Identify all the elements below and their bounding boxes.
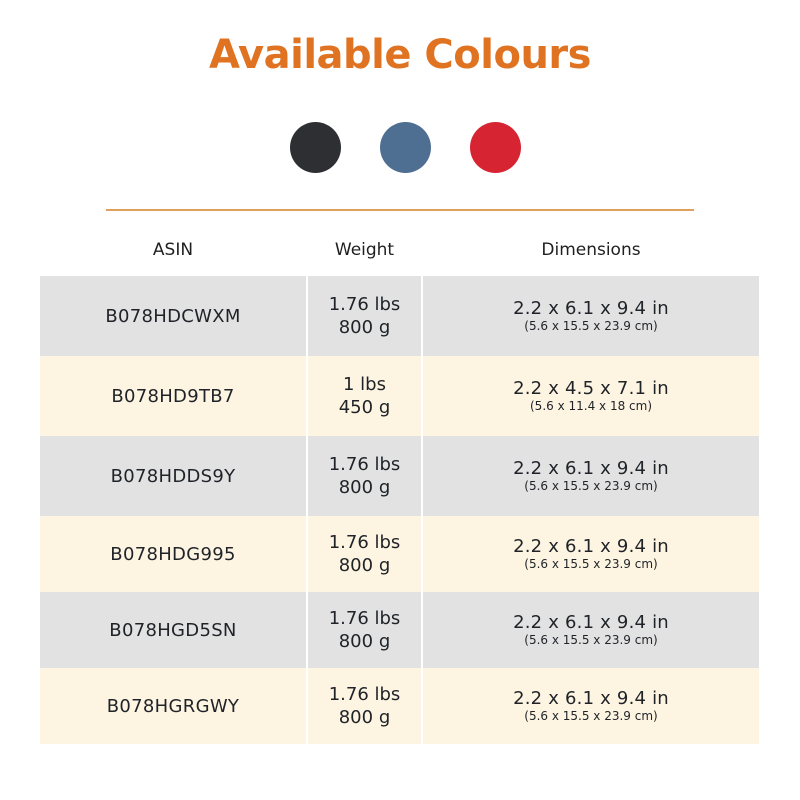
- weight-lbs: 1 lbs: [343, 374, 386, 395]
- weight-cell: [306, 276, 423, 356]
- swatch-blue: [380, 122, 431, 173]
- spec-table: [40, 224, 759, 744]
- weight-lbs: 1.76 lbs: [328, 608, 401, 629]
- asin-value: B078HDCWXM: [105, 305, 241, 327]
- dimensions-cm: (5.6 x 15.5 x 23.9 cm): [524, 632, 658, 647]
- dimensions-cell: [423, 516, 759, 592]
- dimensions-in: 2.2 x 6.1 x 9.4 in: [513, 297, 669, 319]
- page-title: Available Colours: [209, 32, 591, 78]
- weight-lbs: 1.76 lbs: [328, 454, 401, 475]
- colour-swatches: [0, 122, 800, 173]
- dimensions-cm: (5.6 x 15.5 x 23.9 cm): [524, 556, 658, 571]
- dimensions-in: 2.2 x 6.1 x 9.4 in: [513, 535, 669, 557]
- dimensions-in: 2.2 x 6.1 x 9.4 in: [513, 457, 669, 479]
- asin-cell: [40, 516, 306, 592]
- table-body: [40, 276, 759, 744]
- weight-g: 800 g: [338, 555, 391, 576]
- weight-g: 800 g: [338, 477, 391, 498]
- dimensions-in: 2.2 x 6.1 x 9.4 in: [513, 687, 669, 709]
- dimensions-cell: [423, 356, 759, 436]
- table-row: [40, 668, 759, 744]
- weight-cell: [306, 668, 423, 744]
- dimensions-in: 2.2 x 6.1 x 9.4 in: [513, 611, 669, 633]
- table-header: [40, 224, 759, 276]
- asin-cell: [40, 436, 306, 516]
- weight-g: 800 g: [338, 317, 391, 338]
- dimensions-cm: (5.6 x 15.5 x 23.9 cm): [524, 708, 658, 723]
- dimensions-cm: (5.6 x 15.5 x 23.9 cm): [524, 478, 658, 493]
- weight-g: 800 g: [338, 631, 391, 652]
- header-dimensions: Dimensions: [541, 240, 641, 260]
- weight-g: 450 g: [338, 397, 391, 418]
- weight-cell: [306, 516, 423, 592]
- weight-lbs: 1.76 lbs: [328, 532, 401, 553]
- swatch-red: [470, 122, 521, 173]
- dimensions-cm: (5.6 x 15.5 x 23.9 cm): [524, 318, 658, 333]
- table-row: [40, 592, 759, 668]
- dimensions-cell: [423, 668, 759, 744]
- divider: [106, 209, 694, 211]
- asin-cell: [40, 668, 306, 744]
- weight-lbs: 1.76 lbs: [328, 294, 401, 315]
- table-row: [40, 356, 759, 436]
- table-row: [40, 276, 759, 356]
- dimensions-cell: [423, 592, 759, 668]
- header-asin: ASIN: [152, 240, 194, 260]
- asin-cell: [40, 592, 306, 668]
- dimensions-in: 2.2 x 4.5 x 7.1 in: [513, 377, 669, 399]
- asin-cell: [40, 356, 306, 436]
- weight-cell: [306, 356, 423, 436]
- dimensions-cm: (5.6 x 11.4 x 18 cm): [530, 398, 652, 413]
- weight-cell: [306, 592, 423, 668]
- dimensions-cell: [423, 436, 759, 516]
- asin-value: B078HD9TB7: [111, 385, 235, 407]
- weight-cell: [306, 436, 423, 516]
- table-row: [40, 516, 759, 592]
- asin-value: B078HGRGWY: [106, 695, 240, 717]
- header-weight: Weight: [334, 240, 395, 260]
- asin-value: B078HDDS9Y: [110, 465, 236, 487]
- table-row: [40, 436, 759, 516]
- asin-value: B078HGD5SN: [109, 619, 237, 641]
- weight-g: 800 g: [338, 707, 391, 728]
- asin-cell: [40, 276, 306, 356]
- swatch-black: [290, 122, 341, 173]
- weight-lbs: 1.76 lbs: [328, 684, 401, 705]
- asin-value: B078HDG995: [110, 543, 236, 565]
- dimensions-cell: [423, 276, 759, 356]
